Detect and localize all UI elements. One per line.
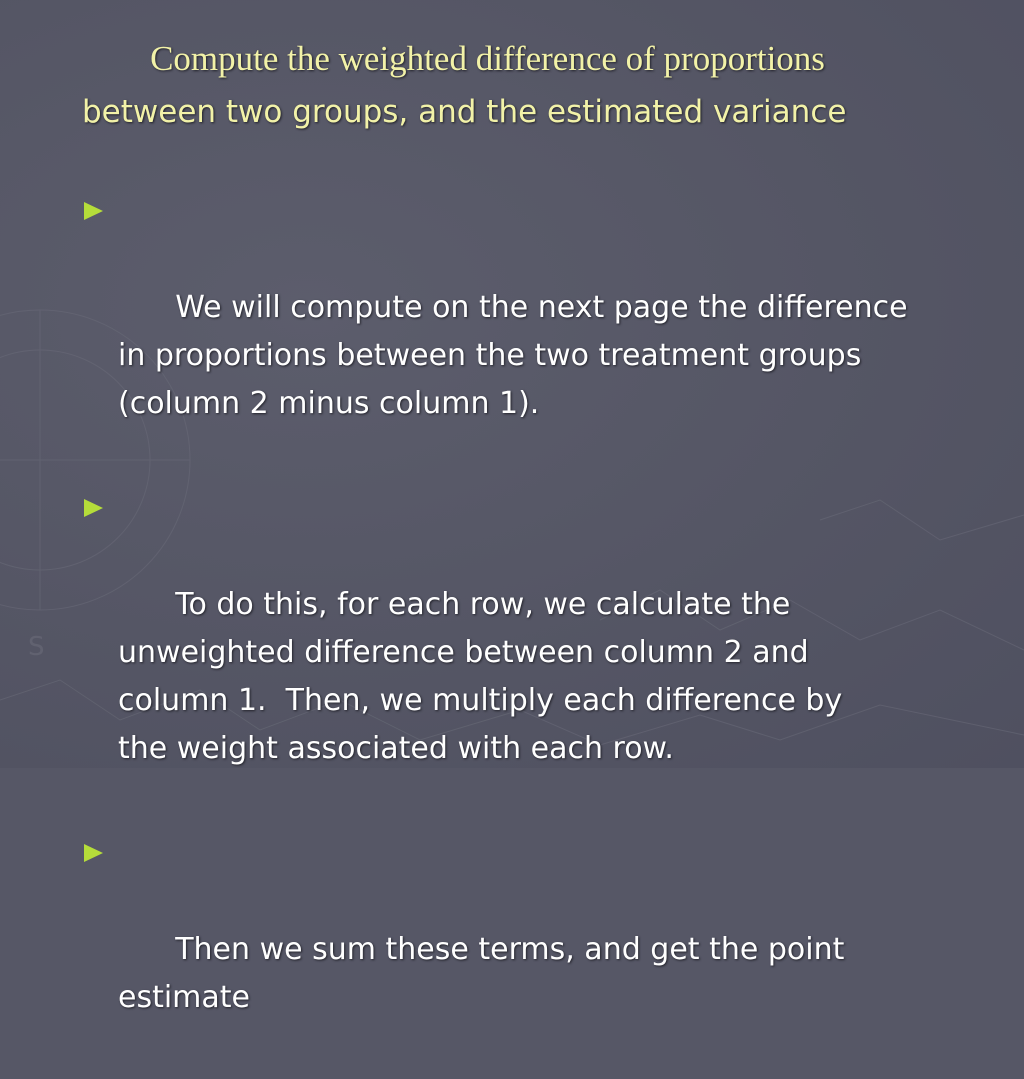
bullet-item	[84, 188, 1004, 476]
title-line-2: between two groups, and the estimated variance	[82, 94, 847, 130]
slide-title	[70, 34, 970, 140]
bullet-text: We will compute on the next page the difference in proportions between the two treatment groups (column 2 minus column 1).	[118, 290, 908, 421]
triangle-bullet-icon	[84, 202, 103, 220]
bullet-text: Then we sum these terms, and get the point estimate	[118, 932, 845, 1015]
bullet-text: To do this, for each row, we calculate the unweighted difference between column 2 and column 1. Then, we multiply each difference by the weight associated with each row.	[118, 587, 843, 766]
bullet-item	[84, 830, 1004, 1070]
triangle-bullet-icon	[84, 499, 103, 517]
compass-s-glyph: S	[28, 632, 45, 662]
triangle-bullet-icon	[84, 844, 103, 862]
bullet-item	[84, 485, 1004, 821]
bullet-list	[84, 188, 1004, 1079]
title-line-1: Compute the weighted difference of proportions	[150, 39, 825, 78]
